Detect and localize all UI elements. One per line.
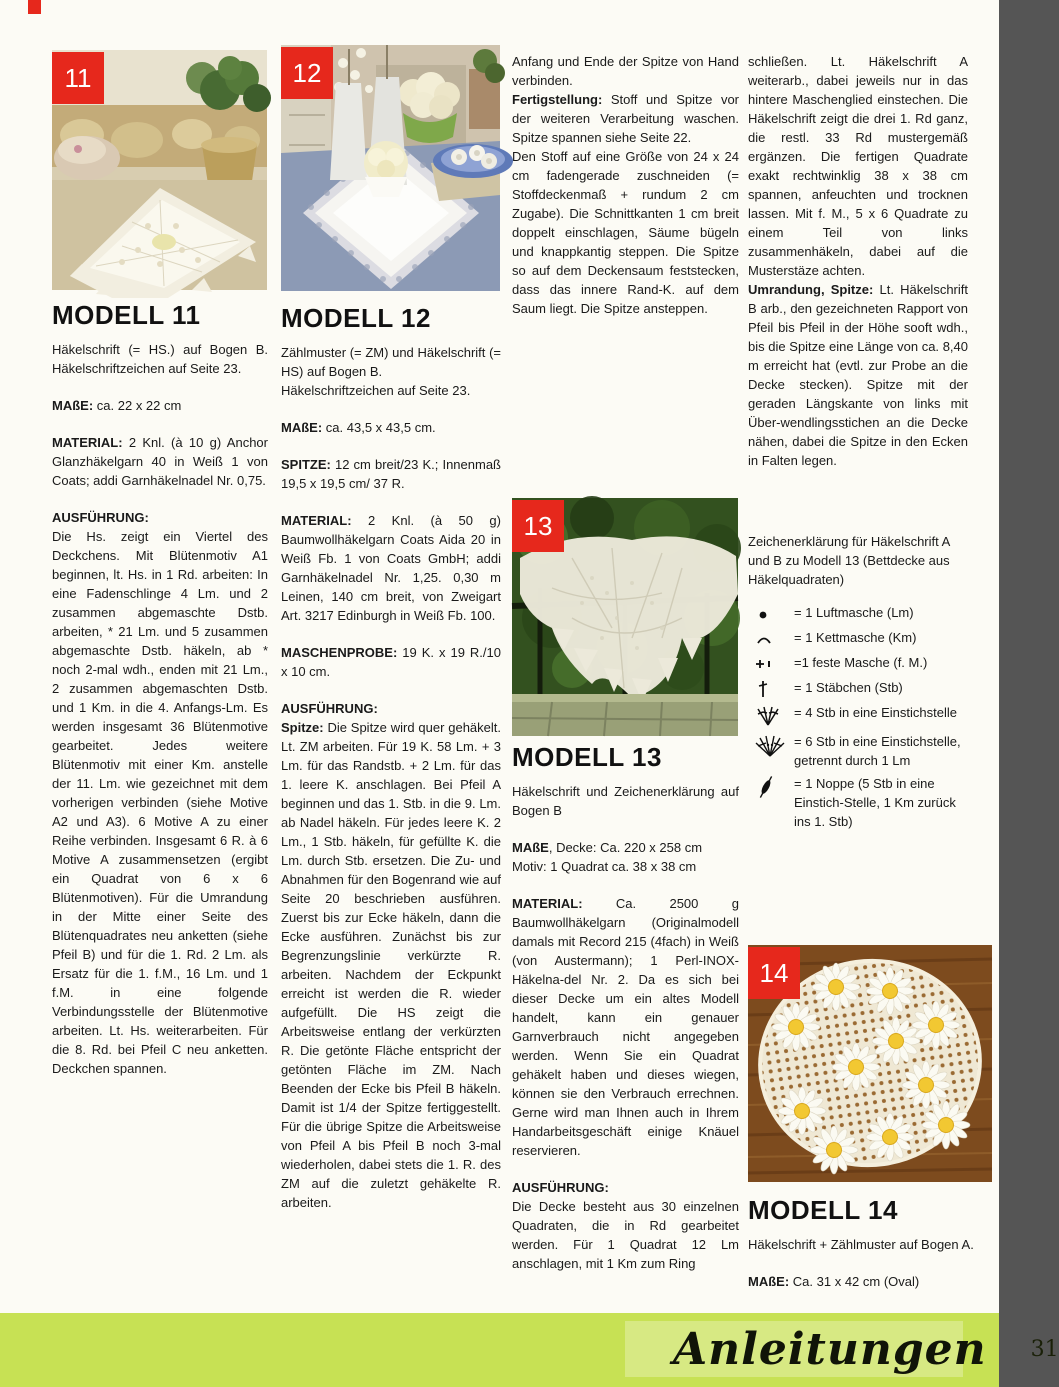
column-3 — [512, 52, 739, 1342]
column-1 — [52, 50, 268, 1078]
footer-section-title: Anleitungen — [673, 1323, 987, 1375]
model-13-number-badge: 13 — [512, 500, 564, 552]
fertigstellung-label: Fertigstellung: — [512, 92, 603, 107]
legend-item-4-stb: = 4 Stb in eine Einstichstelle — [748, 703, 968, 728]
column-3-para-1: Anfang und Ende der Spitze von Hand verbinden. — [512, 54, 739, 88]
model-13-section — [512, 742, 739, 1273]
umrandung-text: Lt. Häkelschrift B arb., den gezeichneten Rapport von Pfeil bis Pfeil in der Höhe sooft wdh., bis die Spitze eine Länge von ca. 8,40 m erreicht hat (evtl. zur Probe an die Decke stecken). Spitze mit der geraden Längskante von links mit Über-wendlingsstichen an die Decke nähen, dabei die Spitze in den Ecken in Falten legen. — [748, 282, 968, 468]
model-11-material-label: MATERIAL: — [52, 435, 123, 450]
model-12-number-badge: 12 — [281, 47, 333, 99]
model-13-heading: MODELL 13 — [512, 742, 662, 772]
model-13-material-label: MATERIAL: — [512, 896, 583, 911]
model-14-number-badge: 14 — [748, 947, 800, 999]
model-12-maschenprobe-label: MASCHENPROBE: — [281, 645, 398, 660]
model-12-material — [281, 511, 501, 625]
model-12-maschenprobe-text: 19 K. x 19 R./10 x 10 cm. — [281, 645, 501, 679]
legend-list — [748, 603, 968, 831]
model-13-material-text: Ca. 2500 g Baumwollhäkelgarn (Originalmodell damals mit Record 215 (4fach) in Weiß (von Austermann); 1 Perl-INOX-Häkelna-del Nr. 2. Da es sich bei dieser Decke um ein altes Modell handelt, kann ein genauer Garnverbrauch nicht angegeben werden. Wenn Sie ein Quadrat gehäkelt haben und dieses wiegen, können sie den Verbrauch errechnen. Gerne wird man Ihnen auch in Ihrem Handarbeitsgeschäft einige Knäuel reservieren. — [512, 896, 739, 1158]
model-11-material-text: 2 Knl. (à 10 g) Anchor Glanzhäkelgarn 40 in Weiß 1 von Coats; addi Garnhäkelnadel Nr. 0,75. — [52, 435, 268, 488]
footer-title-box — [625, 1321, 1059, 1377]
6-stb-fan-icon — [748, 732, 794, 770]
model-12-maschenprobe — [281, 643, 501, 681]
model-11-photo — [52, 50, 267, 290]
staebchen-icon — [748, 678, 794, 699]
model-12-spitze — [281, 455, 501, 493]
model-12-masse-text: ca. 43,5 x 43,5 cm. — [325, 420, 436, 435]
model-11-masse-label: MAßE: — [52, 398, 94, 413]
feste-masche-icon — [748, 653, 794, 674]
model-12-spitze-text: 12 cm breit/23 K.; Innenmaß 19,5 x 19,5 cm/ 37 R. — [281, 457, 501, 491]
model-12-photo — [281, 45, 500, 291]
model-14-masse — [748, 1272, 978, 1291]
model-13-intro: Häkelschrift und Zeichenerklärung auf Bogen B — [512, 784, 739, 818]
footer-banner — [0, 1313, 1059, 1387]
model-13-masse-1 — [512, 838, 739, 857]
legend-heading: Zeichenerklärung für Häkelschrift A und B zu Modell 13 (Bettdecke aus Häkelquadraten) — [748, 534, 950, 587]
model-13-ausfuehrung-label: AUSFÜHRUNG: — [512, 1180, 609, 1195]
model-11-ausfuehrung-label: AUSFÜHRUNG: — [52, 510, 149, 525]
model-14-intro: Häkelschrift + Zählmuster auf Bogen A. — [748, 1237, 974, 1252]
noppe-icon — [748, 774, 794, 831]
legend-item-staebchen: = 1 Stäbchen (Stb) — [748, 678, 968, 699]
column-3-fertigstellung — [512, 90, 739, 147]
model-13-material — [512, 894, 739, 1160]
model-11-heading: MODELL 11 — [52, 300, 201, 330]
legend-item-kettmasche: = 1 Kettmasche (Km) — [748, 628, 968, 649]
umrandung-label: Umrandung, Spitze: — [748, 282, 874, 297]
model-11-masse-text: ca. 22 x 22 cm — [96, 398, 182, 413]
model-11-intro: Häkelschrift (= HS.) auf Bogen B. Häkelschriftzeichen auf Seite 23. — [52, 342, 268, 376]
legend-item-6-stb: = 6 Stb in eine Einstichstelle, getrennt durch 1 Lm — [748, 732, 968, 770]
model-13-masse-text: , Decke: Ca. 220 x 258 cm — [548, 840, 703, 855]
model-14-photo — [748, 945, 992, 1182]
kettmasche-icon — [748, 628, 794, 649]
fertigstellung-text: Stoff und Spitze vor der weiteren Verarbeitung waschen. Spitze spannen siehe Seite 22. — [512, 92, 739, 145]
model-12-masse — [281, 418, 501, 437]
legend-item-luftmasche: = 1 Luftmasche (Lm) — [748, 603, 968, 624]
model-12-spitze2-label: Spitze: — [281, 720, 324, 735]
model-12-spitze-label: SPITZE: — [281, 457, 331, 472]
model-14-section — [748, 1195, 978, 1291]
model-12-spitze2-text: Die Spitze wird quer gehäkelt. Lt. ZM arbeiten. Für 19 K. 58 Lm. + 3 Lm. für das Randstb. + 2 Lm. für das 1. leere K. anschlagen. Bei Pfeil A beginnen und das 1. Stb. in die 9. Lm. ab Nadel häkeln. Für jedes leere K. 2 Lm., 1 Stb. häkeln, für gefüllte K. die Lm. durch Stb. ersetzen. Die Zu- und Abnahmen für den Bogenrand wie auf Seite 20 beschrieben ausführen. Zuerst bis zur Ecke häkeln, dann die Ecke ausführen. Zunächst bis zur Begrenzungslinie verkürzte R. arbeiten. Nachdem der Eckpunkt erreicht ist werden die R. wieder aufgefüllt. Die HS zeigt die Arbeitsweise entlang der verkürzten R. Die getönte Fläche entspricht der getönten Fläche im ZM. Nach Beenden der Ecke bis Pfeil B häkeln. Damit ist 1/4 der Spitze fertiggestellt. Für die übrige Spitze die Arbeitsweise von Pfeil A bis Pfeil B noch 3-mal wiederholen, dabei stets die 1. R. des ZM auf die zuletzt gehäkelte R. arbeiten. — [281, 720, 501, 1210]
column-4-umrandung — [748, 280, 968, 470]
legend-item-noppe: = 1 Noppe (5 Stb in eine Einstich-Stelle, 1 Km zurück ins 1. Stb) — [748, 774, 968, 831]
model-14-masse-text: Ca. 31 x 42 cm (Oval) — [792, 1274, 920, 1289]
model-12-material-label: MATERIAL: — [281, 513, 352, 528]
model-13-ausfuehrung-text: Die Decke besteht aus 30 einzelnen Quadraten, die in Rd gearbeitet werden. Für 1 Quadrat 12 Lm anschlagen, mit 1 Km zum Ring — [512, 1199, 739, 1271]
model-14-heading: MODELL 14 — [748, 1195, 898, 1225]
model-12-heading: MODELL 12 — [281, 303, 431, 333]
model-12-masse-label: MAßE: — [281, 420, 323, 435]
column-2 — [281, 45, 501, 1212]
model-11-material — [52, 433, 268, 490]
model-12-material-text: 2 Knl. (à 50 g) Baumwollhäkelgarn Coats Aida 20 in Weiß Fb. 1 von Coats GmbH; addi Garnhäkelnadel Nr. 1,25. 0,30 m Leinen, 140 cm breit, von Zweigart Art. 3217 Edinburgh in Weiß Fb. 100. — [281, 513, 501, 623]
model-13-masse-2: Motiv: 1 Quadrat ca. 38 x 38 cm — [512, 859, 697, 874]
legend-section — [748, 532, 968, 835]
page-number: 31 — [1030, 1336, 1059, 1362]
column-3-para-2: Den Stoff auf eine Größe von 24 x 24 cm fadengerade zuschneiden (= Stoffdeckenmaß + rundum 2 cm Zugabe). Die Schnittkanten 1 cm breit doppelt einschlagen, Säume bügeln und knappkantig steppen. Die Spitze so auf dem Deckensaum feststecken, dass das innere Rand-K. auf dem Saum liegt. Die Spitze ansteppen. — [512, 149, 739, 316]
model-13-masse-label: MAßE — [512, 840, 549, 855]
column-4 — [748, 52, 974, 1342]
column-4-para-1: schließen. Lt. Häkelschrift A weiterarb., dabei jeweils nur in das hintere Maschenglied einstechen. Die Häkelschrift zeigt die drei 1. Rd ganz, die restl. 33 Rd mustergemäß ergänzen. Die fertigen Quadrate exakt rechtwinklig 38 x 38 cm spannen, anfeuchten und trocknen lassen. Mit f. M., 5 x 6 Quadrate zu einem Teil von links zusammenhäkeln, dabei auf die Musterstäze achten. — [748, 54, 968, 278]
model-11-masse — [52, 396, 268, 415]
4-stb-fan-icon — [748, 703, 794, 728]
model-11-number-badge: 11 — [52, 52, 104, 104]
legend-item-feste-masche: =1 feste Masche (f. M.) — [748, 653, 968, 674]
model-12-intro-2: Häkelschriftzeichen auf Seite 23. — [281, 383, 471, 398]
model-12-ausfuehrung-text — [281, 718, 501, 1212]
model-14-masse-label: MAßE: — [748, 1274, 790, 1289]
luftmasche-icon — [748, 603, 794, 624]
model-11-ausfuehrung-text: Die Hs. zeigt ein Viertel des Deckchens. Mit Blütenmotiv A1 beginnen, lt. Hs. in 1 Rd. arbeiten: In eine Fadenschlinge 4 Lm. und 2 zusammen abgemaschte Dstb. arbeiten, * 21 Lm. und 5 zusammen abgemaschte Dstb. häkeln, ab * noch 2-mal wdh., enden mit 21 Lm., 2 zusammen abgemaschten Dstb. und 1 Km. in die 4. Anfangs-Lm. Es werden insgesamt 36 Blütenmotive gearbeitet. Jedes weitere Blütenmotiv mit einer Km. anstelle der 11. Lm. wie gezeichnet mit dem vorherigen verbinden (siehe Motive A2 und A3). 6 Motive A zu einer Reihe verbinden. Insgesamt 6 R. à 6 Motive A zusammensetzen (ergibt ein Quadrat von 6 x 6 Blütenmotiven). Für die Umrandung in der Mitte einer Seite des Blütenquadrates neu anketten (siehe Pfeil B) und für die 1. Rd. 2 Lm. als Ersatz für die 1. f.M., 16 Lm. und 1 f.M. in eine folgende Verbindungsstelle der Blütenmotive arbeiten. Lt. Hs. weiterarbeiten. Für die 8. Rd. bei Pfeil C neu anketten. Deckchen spannen. — [52, 529, 268, 1076]
model-12-intro-1: Zählmuster (= ZM) und Häkelschrift (= HS) auf Bogen B. — [281, 345, 501, 379]
model-13-photo — [512, 498, 738, 736]
model-12-ausfuehrung-label: AUSFÜHRUNG: — [281, 701, 378, 716]
print-artifact — [28, 0, 41, 14]
